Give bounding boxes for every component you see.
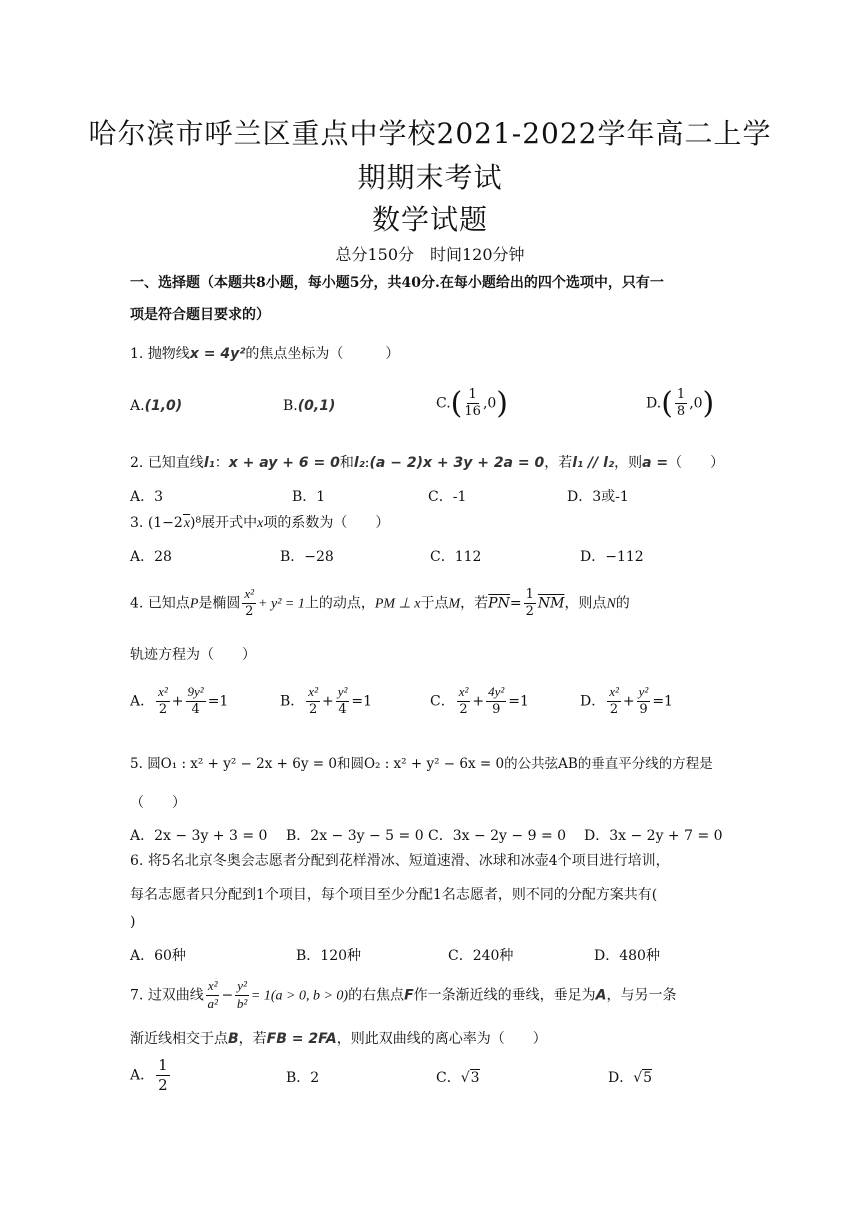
question-5-option-c: C．3x − 2y − 9 = 0 (428, 828, 567, 844)
question-6-option-a: A．60种 (130, 948, 186, 964)
title-line-2: 期期末考试 (357, 161, 503, 194)
question-2-option-b: B．1 (292, 489, 326, 505)
question-5-stem: 5. 圆O₁ : x² + y² − 2x + 6y = 0和圆O₂ : x² + y² − 6x = 0的公共弦AB的垂直平分线的方程是 (130, 756, 713, 772)
formula: x = 4y² (189, 346, 246, 362)
section-heading-line-1: 一、选择题（本题共8小题，每小题5分，共40分.在每小题给出的四个选项中，只有一 (130, 275, 664, 291)
question-2-option-c: C．-1 (428, 489, 467, 505)
question-number: 2. (130, 455, 144, 471)
question-7-option-a: A． $\frac{1}{2}$ (130, 1056, 168, 1094)
question-5-option-a: A．2x − 3y + 3 = 0 (130, 828, 268, 844)
question-4-option-c: C． $\frac{\text{x²}}{2}$ + $\frac{\text{4y²}}{9}$ =1 (430, 684, 529, 718)
question-number: 7. (130, 987, 144, 1004)
question-3-option-d: D．−112 (580, 549, 644, 565)
question-3-option-b: B．−28 (280, 549, 334, 565)
question-6-option-b: B．120种 (296, 948, 362, 964)
vector-equation: FB = 2FA (266, 1031, 337, 1047)
question-5-line-2: （ ） (130, 795, 186, 811)
question-2-option-a: A．3 (130, 489, 164, 505)
section-heading-line-2: 项是符合题目要求的） (130, 307, 270, 323)
question-3-option-c: C．112 (430, 549, 482, 565)
question-2-stem: 2. 已知直线l₁：x + ay + 6 = 0和l₂:(a − 2)x + 3y + 2a = 0，若l₁ // l₂，则a =（ ） (130, 455, 725, 471)
question-number: 4. (130, 595, 144, 612)
question-3-option-a: A．28 (130, 549, 172, 565)
question-6-line-3: ) (130, 914, 136, 930)
question-7-option-d: D．√5 (608, 1070, 653, 1086)
question-3-stem: 3. (1−2x)⁸展开式中x项的系数为（ ） (130, 515, 390, 531)
question-4-stem: 4. 已知点P是椭圆 $\frac{\text{x²}}{2}$ + y² = 1上的动点，PM ⊥ x于点M，若$\overline{PN}=$ $\frac{1}{2}$ $\overline{NM}$，则点N的 (130, 586, 630, 620)
question-2-option-d: D．3或-1 (567, 489, 629, 505)
question-1-option-c: C.( $\frac{1}{16}$ ,0) (436, 386, 509, 421)
question-number: 6. (130, 853, 144, 869)
question-4-line-2: 轨迹方程为（ ） (130, 647, 256, 663)
question-7-line-2: 渐近线相交于点B，若FB = 2FA，则此双曲线的离心率为（ ） (130, 1031, 547, 1047)
question-1-option-d: D.( $\frac{1}{8}$ ,0) (646, 386, 715, 421)
question-7-line-1: 7. 过双曲线 $\frac{\text{x²}}{\text{a²}}$ − $\frac{\text{y²}}{\text{b²}}$ = 1(a > 0, b > 0)的右焦点F作一条渐近线的垂线，垂足为A，与另一条 (130, 978, 677, 1012)
question-number: 1. (130, 346, 144, 362)
question-number: 3. (130, 515, 144, 531)
question-1-stem: 1. 抛物线x = 4y²的焦点坐标为（ ） (130, 346, 400, 362)
question-1-option-b: B.(0,1) (283, 398, 336, 414)
question-number: 5. (130, 756, 143, 772)
question-6-option-d: D．480种 (594, 948, 660, 964)
question-4-option-a: A． $\frac{\text{x²}}{2}$ + $\frac{\text{9y²}}{4}$ =1 (130, 684, 229, 718)
question-6-line-2: 每名志愿者只分配到1个项目，每个项目至少分配1名志愿者，则不同的分配方案共有( (130, 887, 658, 903)
question-4-option-b: B． $\frac{\text{x²}}{2}$ + $\frac{\text{y²}}{4}$ =1 (280, 684, 373, 718)
question-4-option-d: D． $\frac{\text{x²}}{2}$ + $\frac{\text{y²}}{9}$ =1 (580, 684, 673, 718)
question-1-option-a: A.(1,0) (130, 398, 183, 414)
question-7-option-b: B．2 (286, 1070, 320, 1086)
question-7-option-c: C．√3 (436, 1070, 480, 1086)
question-5-option-d: D．3x − 2y + 7 = 0 (584, 828, 723, 844)
exam-meta: 总分150分 时间120分钟 (335, 245, 525, 264)
question-6-option-c: C．240种 (448, 948, 514, 964)
subject-title: 数学试题 (371, 203, 488, 236)
question-6-line-1: 6. 将5名北京冬奥会志愿者分配到花样滑冰、短道速滑、冰球和冰壶4个项目进行培训， (130, 853, 670, 869)
title-line-1: 哈尔滨市呼兰区重点中学校2021-2022学年高二上学 (88, 117, 772, 150)
question-5-option-b: B．2x − 3y − 5 = 0 (286, 828, 424, 844)
